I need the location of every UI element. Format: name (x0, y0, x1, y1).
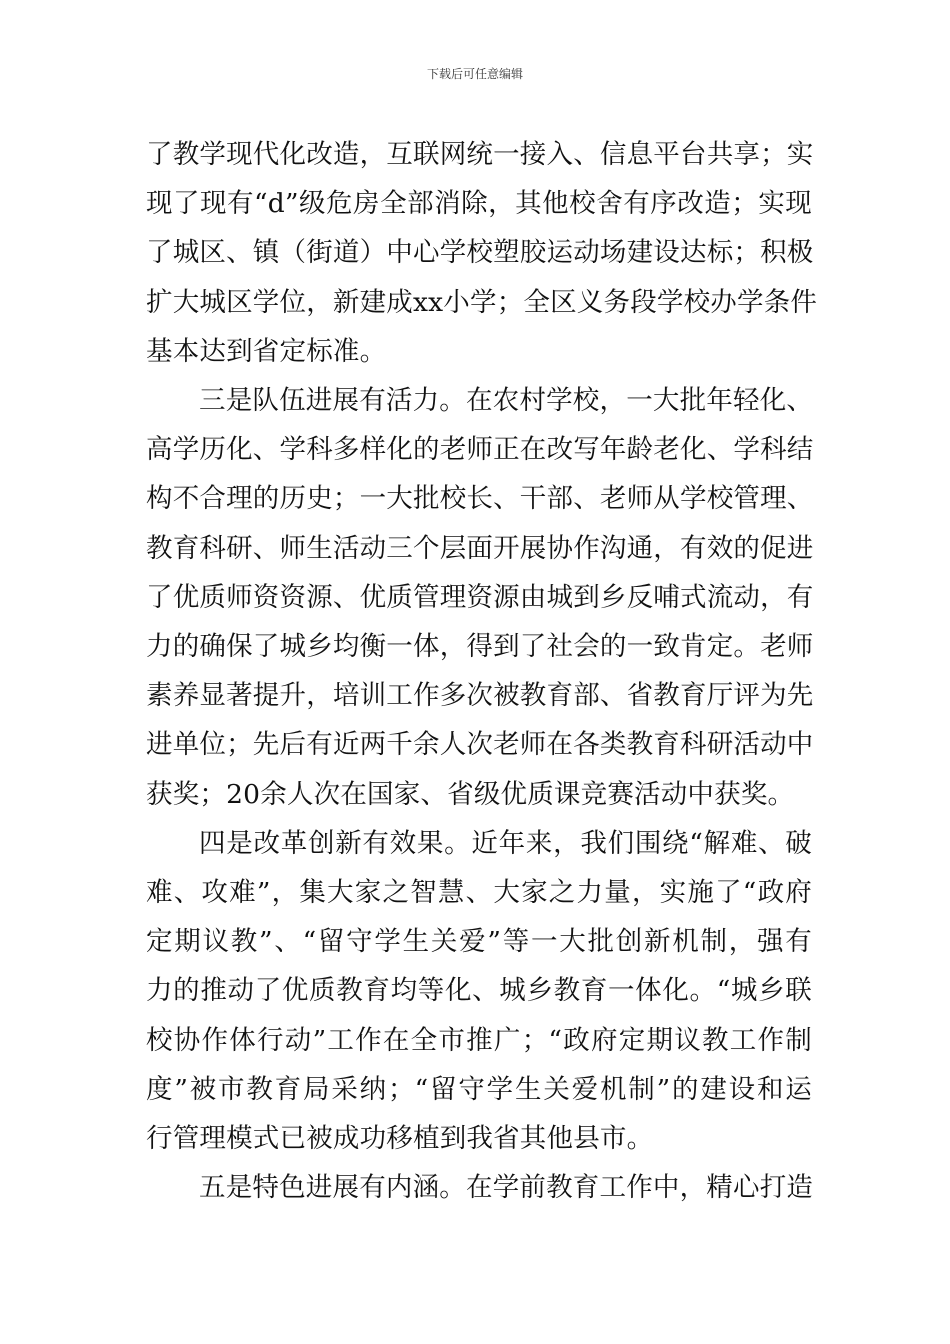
text-line: 校协作体行动”工作在全市推广；“政府定期议教工作制 (146, 1024, 812, 1056)
paragraph-4 (146, 1163, 812, 1212)
text-line: 教育科研、师生活动三个层面开展协作沟通，有效的促进 (146, 532, 814, 564)
text-line: 进单位；先后有近两千余人次老师在各类教育科研活动中 (146, 729, 814, 761)
text-line: 难、攻难”，集大家之智慧、大家之力量，实施了“政府 (146, 877, 812, 909)
text-line: 行管理模式已被成功移植到我省其他县市。 (146, 1123, 654, 1155)
text-line: 素养显著提升，培训工作多次被教育部、省教育厅评为先 (146, 680, 814, 712)
text-line: 四是改革创新有效果。近年来，我们围绕“解难、破 (199, 827, 812, 859)
text-line: 力的确保了城乡均衡一体，得到了社会的一致肯定。老师 (146, 631, 814, 663)
text-line: 力的推动了优质教育均等化、城乡教育一体化。“城乡联 (146, 975, 812, 1007)
text-line: 高学历化、学科多样化的老师正在改写年龄老化、学科结 (146, 434, 814, 466)
text-line: 了优质师资资源、优质管理资源由城到乡反哺式流动，有 (146, 581, 814, 613)
text-line: 了教学现代化改造，互联网统一接入、信息平台共享；实 (146, 139, 814, 170)
text-line: 定期议教”、“留守学生关爱”等一大批创新机制，强有 (146, 926, 812, 958)
text-line: 五是特色进展有内涵。在学前教育工作中，精心打造 (199, 1172, 814, 1204)
text-line: 基本达到省定标准。 (146, 335, 387, 367)
text-line: 构不合理的历史；一大批校长、干部、老师从学校管理、 (146, 483, 814, 515)
text-line: 现了现有“d”级危房全部消除，其他校舍有序改造；实现 (146, 188, 812, 220)
text-line: 了城区、镇（街道）中心学校塑胶运动场建设达标；积极 (146, 237, 814, 269)
text-line: 获奖；20余人次在国家、省级优质课竞赛活动中获奖。 (146, 778, 795, 810)
document-body (146, 130, 818, 1212)
paragraph-1 (146, 130, 818, 376)
text-line: 三是队伍进展有活力。在农村学校，一大批年轻化、 (199, 385, 814, 417)
paragraph-2 (146, 376, 812, 819)
text-line: 扩大城区学位，新建成xx小学；全区义务段学校办学条件 (146, 286, 818, 318)
header-note: 下载后可任意编辑 (426, 67, 523, 81)
paragraph-3 (146, 819, 812, 1163)
text-line: 度”被市教育局采纳；“留守学生关爱机制”的建设和运 (146, 1073, 812, 1105)
